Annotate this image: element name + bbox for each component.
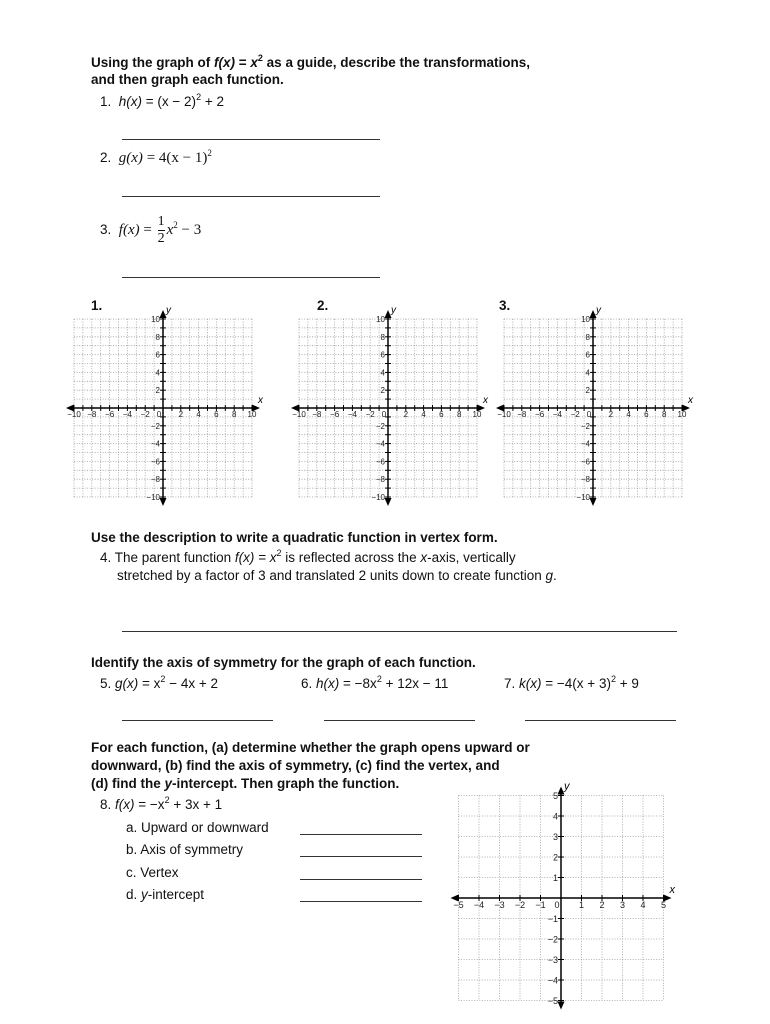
x-tick-label: 4 — [196, 410, 201, 419]
section4-heading-line2: downward, (b) find the axis of symmetry, (c) find the vertex, and — [91, 758, 500, 773]
y-axis-arrow-down — [558, 1002, 565, 1010]
section3-heading: Identify the axis of symmetry for the graph of each function. — [91, 655, 476, 670]
x-tick-label: −10 — [67, 410, 81, 419]
y-tick-label: −10 — [576, 493, 590, 502]
y-tick-label: 6 — [380, 350, 385, 360]
answer-line-1[interactable] — [122, 139, 380, 140]
y-axis-label: y — [391, 305, 396, 316]
x-axis-label: x — [669, 884, 675, 896]
x-tick-label: 2 — [403, 410, 409, 419]
answer-line-6[interactable] — [324, 720, 475, 721]
coordinate-grid-1[interactable] — [67, 305, 270, 505]
x-tick-label: −6 — [330, 410, 340, 419]
x-tick-label: 8 — [456, 410, 462, 419]
x-tick-label: −2 — [570, 410, 580, 419]
y-tick-label: 4 — [552, 811, 558, 822]
y-tick-label: −2 — [547, 934, 558, 945]
x-tick-label: 4 — [421, 410, 426, 419]
coordinate-grid-2[interactable] — [292, 305, 495, 505]
x-tick-label: 0 — [586, 410, 592, 419]
x-tick-label: 6 — [214, 410, 219, 419]
part-c-label: c. Vertex — [126, 865, 179, 880]
y-tick-label: −6 — [580, 457, 590, 467]
y-tick-label: 4 — [155, 368, 160, 378]
y-tick-label: −4 — [547, 975, 558, 986]
y-tick-label: 2 — [585, 386, 590, 396]
y-tick-label: −4 — [580, 439, 590, 449]
x-tick-label: 8 — [661, 410, 667, 419]
x-tick-label: −4 — [347, 410, 357, 419]
y-axis-label: y — [166, 305, 171, 316]
answer-line-8b[interactable] — [300, 856, 422, 857]
x-tick-label: −2 — [140, 410, 150, 419]
y-tick-label: −1 — [547, 914, 558, 924]
y-tick-label: −2 — [580, 421, 590, 431]
x-tick-label: −10 — [497, 410, 511, 419]
y-tick-label: −10 — [371, 493, 385, 502]
y-axis-label: y — [564, 780, 570, 793]
answer-line-7[interactable] — [525, 720, 676, 721]
y-tick-label: −5 — [547, 996, 558, 1006]
y-tick-label: 10 — [151, 315, 160, 324]
section4-heading-line3: (d) find the y-intercept. Then graph the function. — [91, 776, 400, 791]
x-tick-label: 8 — [231, 410, 237, 419]
x-tick-label: 3 — [619, 900, 626, 910]
x-axis-label: x — [688, 395, 693, 406]
x-tick-label: −5 — [453, 900, 464, 910]
x-tick-label: −2 — [365, 410, 375, 419]
y-axis-label: y — [596, 305, 601, 316]
problem-7: 7. $k(x) = -4(x + 3)^2 + 9$ — [504, 674, 639, 691]
x-tick-label: −8 — [87, 410, 97, 419]
y-axis-arrow-down — [160, 498, 167, 506]
x-tick-label: 4 — [626, 410, 631, 419]
coordinate-grid-3[interactable] — [497, 305, 700, 505]
part-d-label: d. y-intercept — [126, 887, 205, 902]
x-tick-label: 1 — [578, 900, 585, 910]
x-tick-label: −4 — [552, 410, 562, 419]
x-tick-label: 2 — [178, 410, 184, 419]
y-axis-arrow-down — [590, 498, 597, 506]
x-axis-label: x — [483, 395, 488, 406]
graph-title-1: 1. — [91, 298, 103, 313]
x-tick-label: −1 — [535, 900, 546, 910]
answer-line-8d[interactable] — [300, 901, 422, 902]
y-tick-label: −8 — [150, 475, 160, 485]
part-b-label: b. Axis of symmetry — [126, 842, 244, 857]
y-tick-label: −4 — [150, 439, 160, 449]
x-tick-label: −4 — [122, 410, 132, 419]
x-tick-label: −6 — [535, 410, 545, 419]
y-tick-label: 1 — [552, 873, 558, 883]
x-tick-label: −4 — [473, 900, 485, 910]
y-tick-label: −10 — [146, 493, 160, 502]
y-tick-label: 6 — [585, 350, 590, 360]
x-tick-label: 10 — [247, 410, 257, 419]
answer-line-5[interactable] — [122, 720, 273, 721]
problem-1: 1. $h(x) = (x - 2)^2 + 2$ — [100, 92, 224, 109]
y-tick-label: 10 — [581, 315, 590, 324]
section1-heading-line1: Using the graph of $f(x) = x^2$ as a guide, describe the transformations, — [91, 53, 530, 70]
x-tick-label: −8 — [312, 410, 322, 419]
y-tick-label: −8 — [375, 475, 385, 485]
part-a-label: a. Upward or downward — [126, 820, 269, 835]
y-tick-label: 8 — [155, 332, 160, 342]
y-tick-label: 5 — [552, 791, 558, 801]
y-tick-label: −4 — [375, 439, 385, 449]
answer-line-4[interactable] — [122, 631, 677, 632]
y-tick-label: −8 — [580, 475, 590, 485]
x-tick-label: 2 — [608, 410, 614, 419]
x-axis-label: x — [258, 395, 263, 406]
section4-heading-line1: For each function, (a) determine whether the graph opens upward or — [91, 740, 530, 755]
problem-6: 6. $h(x) = -8x^2 + 12x - 11$ — [301, 674, 449, 691]
y-tick-label: 4 — [585, 368, 590, 378]
fraction-one-half: $\frac{1}{2}$ — [157, 214, 165, 246]
y-tick-label: −2 — [375, 421, 385, 431]
x-tick-label: 0 — [554, 900, 560, 910]
problem-4-line1: 4. The parent function $f(x) = x^2$ is reflected across the x-axis, vertically — [100, 548, 516, 565]
y-tick-label: 8 — [585, 332, 590, 342]
answer-line-8a[interactable] — [300, 834, 422, 835]
x-tick-label: 10 — [677, 410, 687, 419]
x-tick-label: 6 — [644, 410, 649, 419]
section1-heading-line2: and then graph each function. — [91, 72, 284, 87]
answer-line-2[interactable] — [122, 196, 380, 197]
x-tick-label: 2 — [599, 900, 605, 910]
y-tick-label: −3 — [547, 955, 558, 965]
problem-5: 5. $g(x) = x^2 - 4x + 2$ — [100, 674, 218, 691]
x-tick-label: −3 — [494, 900, 505, 910]
y-tick-label: −2 — [150, 421, 160, 431]
problem-2: 2. $g(x) = 4(x - 1)^2$ — [100, 148, 212, 166]
y-tick-label: 8 — [380, 332, 385, 342]
x-tick-label: 6 — [439, 410, 444, 419]
y-tick-label: 6 — [155, 350, 160, 360]
problem-8: 8. $f(x) = -x^2 + 3x + 1$ — [100, 795, 223, 812]
y-tick-label: 2 — [380, 386, 385, 396]
answer-line-8c[interactable] — [300, 879, 422, 880]
graph-title-2: 2. — [317, 298, 329, 313]
y-tick-label: 2 — [155, 386, 160, 396]
coordinate-grid-4[interactable] — [440, 776, 690, 1008]
x-tick-label: 4 — [640, 900, 646, 910]
x-tick-label: 5 — [660, 900, 667, 910]
x-tick-label: −2 — [514, 900, 526, 910]
problem-4-line2: stretched by a factor of 3 and translated 2 units down to create function g. — [117, 568, 557, 583]
y-tick-label: 4 — [380, 368, 385, 378]
x-tick-label: −10 — [292, 410, 306, 419]
x-tick-label: 10 — [472, 410, 482, 419]
y-axis-arrow-down — [385, 498, 392, 506]
problem-3: 3. f(x) = $\frac{1}{2}$ $x^2 - 3$ — [100, 214, 202, 246]
x-tick-label: −8 — [517, 410, 527, 419]
x-tick-label: 0 — [156, 410, 162, 419]
x-tick-label: 0 — [381, 410, 387, 419]
graph-title-3: 3. — [499, 298, 511, 313]
y-tick-label: 3 — [552, 832, 558, 842]
x-tick-label: −6 — [105, 410, 115, 419]
section2-heading: Use the description to write a quadratic function in vertex form. — [91, 530, 498, 545]
y-tick-label: 2 — [552, 852, 558, 863]
y-tick-label: 10 — [376, 315, 385, 324]
y-tick-label: −6 — [150, 457, 160, 467]
answer-line-3[interactable] — [122, 277, 380, 278]
y-tick-label: −6 — [375, 457, 385, 467]
